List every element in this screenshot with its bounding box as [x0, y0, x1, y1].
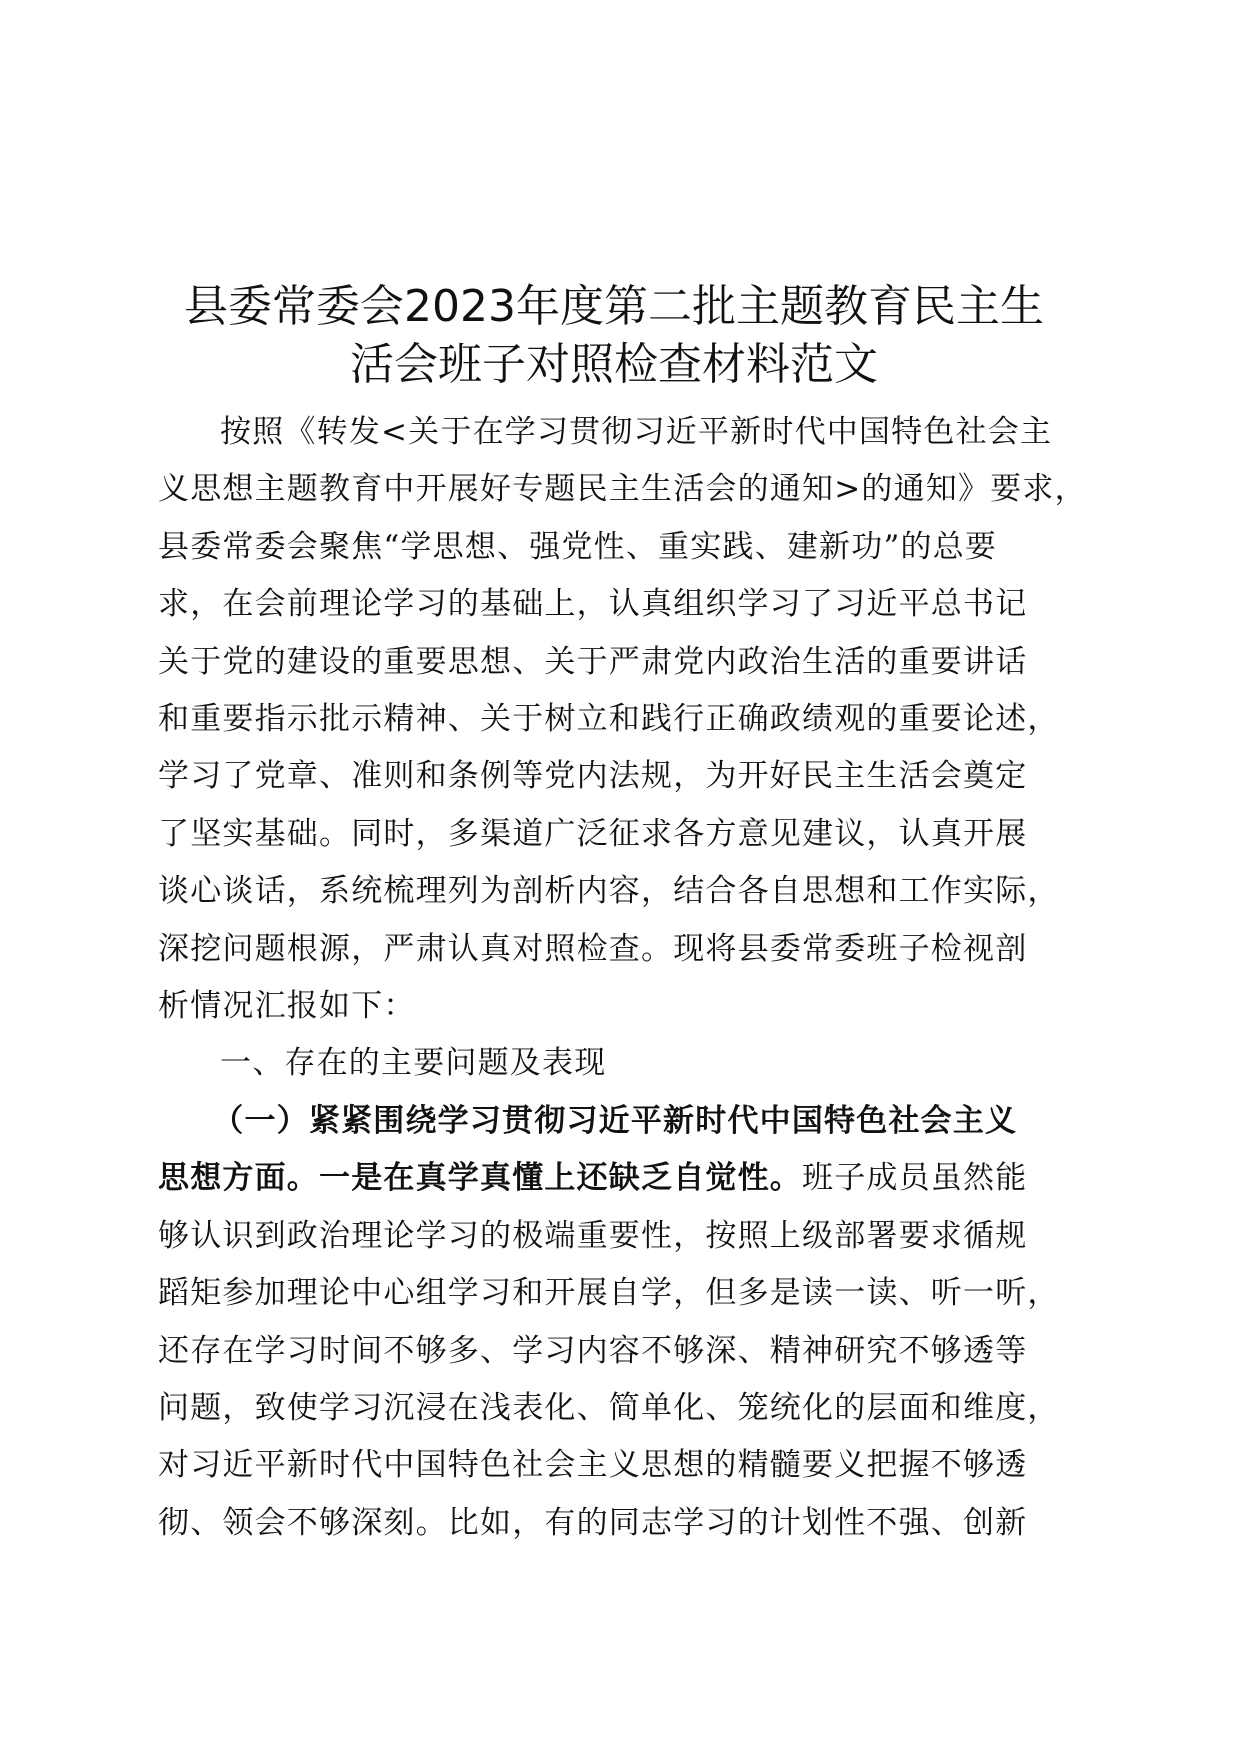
subsection-line: 还存在学习时间不够多、学习内容不够深、精神研究不够透等	[158, 1332, 1028, 1369]
title-line-1: 县委常委会2023年度第二批主题教育民主生	[184, 281, 1044, 332]
subsection-heading-line	[158, 1093, 1070, 1150]
subsection-line	[158, 1150, 1070, 1207]
intro-line: 求，在会前理论学习的基础上，认真组织学习了习近平总书记	[158, 586, 1028, 623]
intro-line: 和重要指示批示精神、关于树立和践行正确政绩观的重要论述，	[158, 701, 1060, 738]
subsection-line: 问题，致使学习沉浸在浅表化、简单化、笼统化的层面和维度，	[158, 1389, 1060, 1426]
intro-line: 深挖问题根源，严肃认真对照检查。现将县委常委班子检视剖	[158, 930, 1028, 967]
intro-paragraph	[158, 404, 1087, 1035]
intro-line: 了坚实基础。同时，多渠道广泛征求各方意见建议，认真开展	[158, 815, 1028, 852]
subsection-1-paragraph	[158, 1093, 1070, 1552]
document-body	[158, 404, 1087, 1552]
intro-line: 县委常委会聚焦“学思想、强党性、重实践、建新功”的总要	[158, 528, 998, 565]
subsection-line-rest: 班子成员虽然能	[802, 1160, 1028, 1197]
subsection-line: 蹈矩参加理论中心组学习和开展自学，但多是读一读、听一听，	[158, 1275, 1060, 1312]
subsection-line: 够认识到政治理论学习的极端重要性，按照上级部署要求循规	[158, 1217, 1028, 1254]
intro-line: 谈心谈话，系统梳理列为剖析内容，结合各自思想和工作实际，	[158, 873, 1060, 910]
intro-line: 按照《转发<关于在学习贯彻习近平新时代中国特色社会主	[220, 414, 1053, 450]
intro-line: 关于党的建设的重要思想、关于严肃党内政治生活的重要讲话	[158, 643, 1028, 680]
section-heading-1: 一、存在的主要问题及表现	[220, 1045, 607, 1082]
page-title	[158, 278, 1070, 394]
intro-line: 义思想主题教育中开展好专题民主生活会的通知>的通知》要求，	[158, 471, 1087, 508]
subsection-heading-bold: （一）紧紧围绕学习贯彻习近平新时代中国特色社会主义	[212, 1102, 1018, 1139]
intro-line: 析情况汇报如下：	[158, 988, 416, 1025]
subsection-line: 对习近平新时代中国特色社会主义思想的精髓要义把握不够透	[158, 1447, 1028, 1484]
subsection-heading-bold-cont: 思想方面。一是在真学真懂上还缺乏自觉性。	[158, 1160, 802, 1197]
title-line-2: 活会班子对照检查材料范文	[350, 339, 878, 390]
intro-line: 学习了党章、准则和条例等党内法规，为开好民主生活会奠定	[158, 758, 1028, 795]
subsection-line: 彻、领会不够深刻。比如，有的同志学习的计划性不强、创新	[158, 1504, 1028, 1541]
